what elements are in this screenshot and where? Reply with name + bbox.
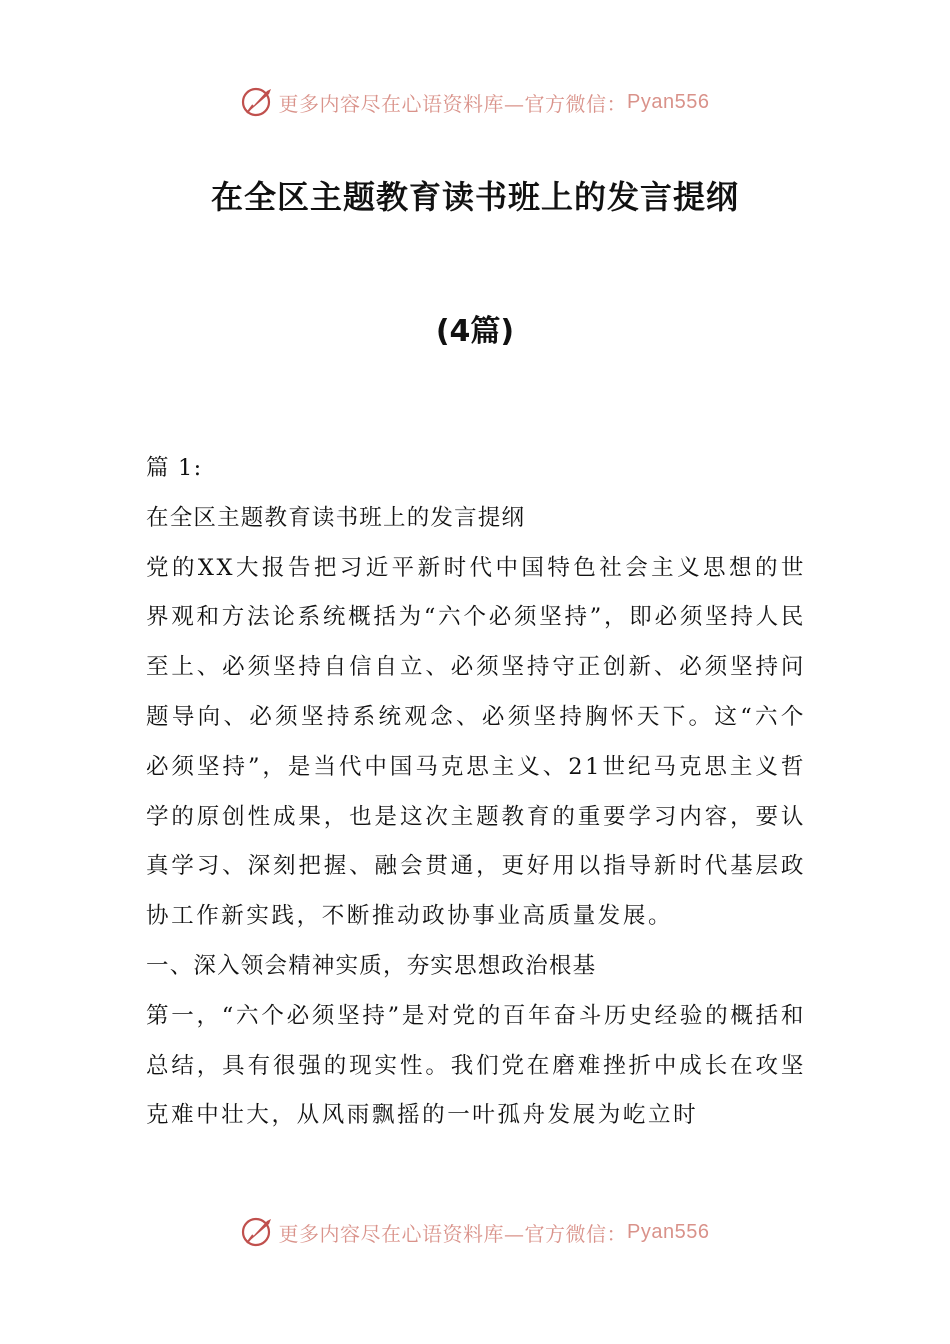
section-title: 在全区主题教育读书班上的发言提纲 bbox=[146, 504, 526, 531]
section-label: 篇 1: bbox=[146, 455, 203, 481]
body-paragraph: 第一，“六个必须坚持”是对党的百年奋斗历史经验的概括和总结，具有很强的现实性。我们党在磨难挫折中成长在攻坚克难中壮大，从风雨飘摇的一叶孤舟发展为屹立时 bbox=[146, 1002, 806, 1129]
quill-logo-icon bbox=[241, 1215, 275, 1249]
quill-logo-icon bbox=[241, 85, 275, 119]
watermark-text: 更多内容尽在心语资料库—官方微信： bbox=[278, 1221, 628, 1246]
document-title: 在全区主题教育读书班上的发言提纲 bbox=[210, 178, 739, 216]
watermark-header bbox=[0, 82, 950, 122]
watermark-text: 更多内容尽在心语资料库—官方微信： bbox=[278, 91, 628, 116]
watermark-wechat-id: Pyan556 bbox=[627, 1220, 710, 1243]
body-paragraph: 党的XX大报告把习近平新时代中国特色社会主义思想的世界观和方法论系统概括为“六个必须坚持”，即必须坚持人民至上、必须坚持自信自立、必须坚持守正创新、必须坚持问题导向、必须坚持系统观念、必须坚持胸怀天下。这“六个必须坚持”，是当代中国马克思主义、21世纪马克思主义哲学的原创性成果，也是这次主题教育的重要学习内容，要认真学习、深刻把握、融会贯通，更好用以指导新时代基层政协工作新实践，不断推动政协事业高质量发展。 bbox=[146, 554, 806, 930]
watermark-wechat-id: Pyan556 bbox=[627, 90, 710, 113]
document-subtitle: (4篇) bbox=[435, 314, 515, 349]
watermark-footer bbox=[0, 1212, 950, 1252]
section-heading: 一、深入领会精神实质，夯实思想政治根基 bbox=[146, 952, 597, 979]
document-body bbox=[146, 444, 806, 1141]
